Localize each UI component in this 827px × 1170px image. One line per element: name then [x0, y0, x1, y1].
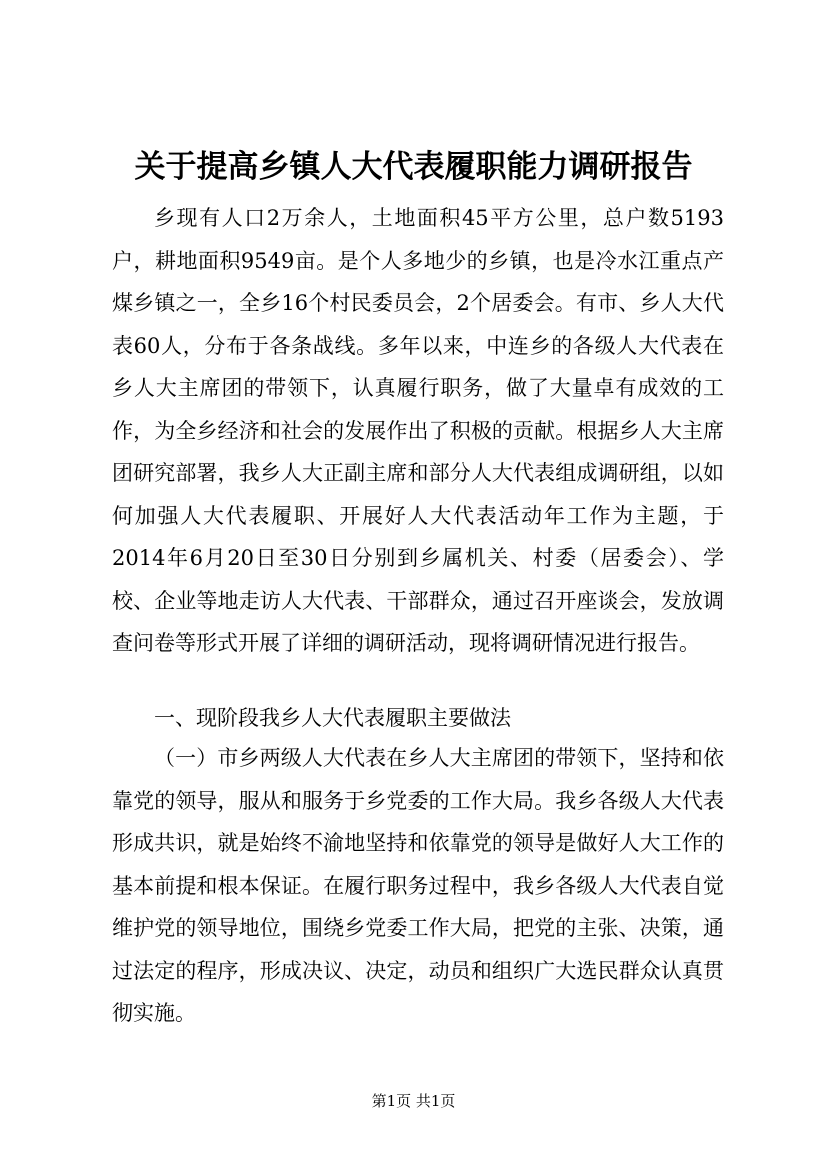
body-paragraph-1-container	[112, 197, 724, 665]
page-number-footer: 第1页 共1页	[371, 1092, 456, 1110]
section-heading-1: 一、现阶段我乡人大代表履职主要做法	[154, 706, 511, 730]
body-paragraph-2: （一）市乡两级人大代表在乡人大主席团的带领下，坚持和依靠党的领导，服从和服务于乡党委的工作大局。我乡各级人大代表形成共识，就是始终不渝地坚持和依靠党的领导是做好人大工作的基本前提和根本保证。在履行职务过程中，我乡各级人大代表自觉维护党的领导地位，围绕乡党委工作大局，把党的主张、决策，通过法定的程序，形成决议、决定，动员和组织广大选民群众认真贯彻实施。	[112, 746, 724, 1025]
document-title: 关于提高乡镇人大代表履职能力调研报告	[134, 149, 693, 185]
body-paragraph-1: 乡现有人口2万余人，土地面积45平方公里，总户数5193户，耕地面积9549亩。是个人多地少的乡镇，也是冷水江重点产煤乡镇之一，全乡16个村民委员会，2个居委会。有市、乡人大代表60人，分布于各条战线。多年以来，中连乡的各级人大代表在乡人大主席团的带领下，认真履行职务，做了大量卓有成效的工作，为全乡经济和社会的发展作出了积极的贡献。根据乡人大主席团研究部署，我乡人大正副主席和部分人大代表组成调研组，以如何加强人大代表履职、开展好人大代表活动年工作为主题，于2014年6月20日至30日分别到乡属机关、村委（居委会）、学校、企业等地走访人大代表、干部群众，通过召开座谈会，发放调查问卷等形式开展了详细的调研活动，现将调研情况进行报告。	[112, 206, 724, 655]
section-heading-container	[112, 697, 724, 740]
body-paragraph-2-container	[112, 737, 724, 1035]
